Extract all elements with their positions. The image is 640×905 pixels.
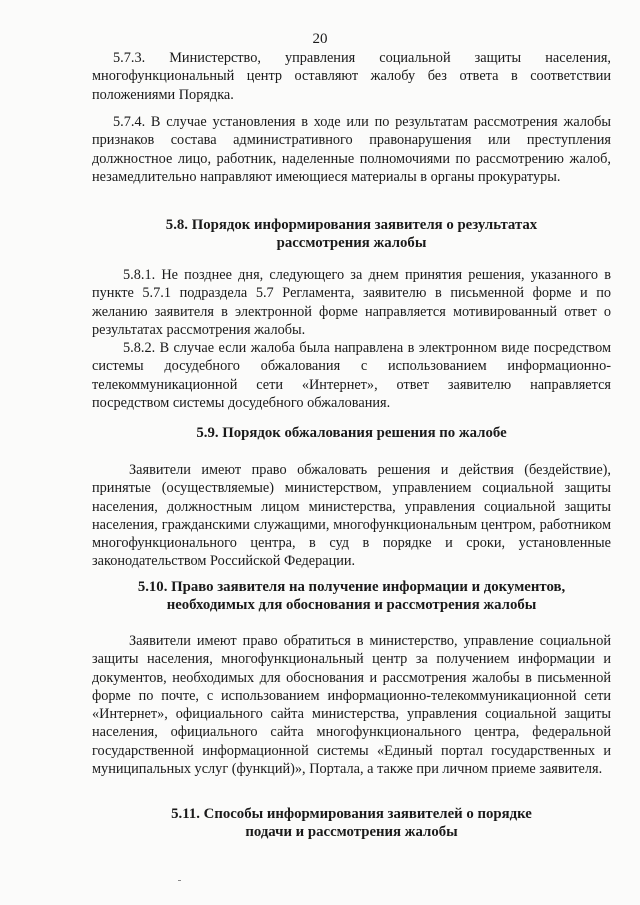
paragraph-5-10 (92, 632, 611, 778)
paragraph-text: Заявители имеют право обратиться в министерство, управление социальной защиты населения, многофункциональный центр за получением информации и документов, необходимых для обоснования и рассмотрения жалобы в письменной форме по почте, с использованием информационно-телекоммуникационной сети «Интернет», официального сайта министерства, управления социальной защиты населения, официального сайта многофункционального центра, федеральной государственной информационной системы «Единый портал государственных и муниципальных услуг (функций)», Портала, а также при личном приеме заявителя. (92, 633, 611, 778)
heading-line: 5.8. Порядок информирования заявителя о результатах (165, 217, 538, 233)
paragraph-text: Заявители имеют право обжаловать решения и действия (бездействие), принятые (осуществляемые) министерством, управлением социальной защиты населения, должностным лицом министерства, управления социальной защиты населения, гражданскими служащими, многофункциональным центром, работником многофункционального центра, в суд в порядке и сроки, установленные законодательством Российской Федерации. (92, 462, 611, 570)
paragraph-text: 5.8.2. В случае если жалоба была направлена в электронном виде посредством системы досудебного обжалования с использованием информационно-телекоммуникационной сети «Интернет», ответ заявителю направляется посредством системы досудебного обжалования. (92, 340, 611, 411)
paragraph-text: 5.8.1. Не позднее дня, следующего за днем принятия решения, указанного в пункте 5.7.1 подраздела 5.7 Регламента, заявителю в письменной форме и по желанию заявителя в электронной форме направляется мотивированный ответ о результатах рассмотрения жалобы. (92, 267, 611, 338)
section-heading-5-11 (92, 805, 611, 842)
page-number: 20 (312, 31, 328, 47)
heading-line: необходимых для обоснования и рассмотрения жалобы (166, 597, 537, 614)
paragraph-5-8-2 (92, 339, 611, 412)
section-heading-5-8 (92, 216, 611, 253)
heading-line: 5.9. Порядок обжалования решения по жалобе (196, 425, 507, 441)
paragraph-5-7-4 (92, 113, 611, 186)
heading-line: подачи и рассмотрения жалобы (245, 824, 458, 841)
heading-line: 5.11. Способы информирования заявителей о порядке (171, 806, 532, 822)
paragraph-text: 5.7.4. В случае установления в ходе или по результатам рассмотрения жалобы признаков состава административного правонарушения или преступления должностное лицо, работник, наделенные полномочиями по рассмотрению жалоб, незамедлительно направляют имеющиеся материалы в органы прокуратуры. (92, 114, 611, 185)
paragraph-5-7-3 (92, 49, 611, 104)
paragraph-5-9 (92, 461, 611, 571)
scan-speck (178, 880, 181, 881)
section-heading-5-9 (92, 424, 611, 442)
heading-line: 5.10. Право заявителя на получение информации и документов, (137, 579, 566, 595)
section-heading-5-10 (92, 578, 611, 615)
heading-line: рассмотрения жалобы (276, 235, 427, 252)
paragraph-text: 5.7.3. Министерство, управления социальной защиты населения, многофункциональный центр оставляют жалобу без ответа в соответствии положениями Порядка. (92, 50, 611, 103)
paragraph-5-8-1 (92, 266, 611, 339)
